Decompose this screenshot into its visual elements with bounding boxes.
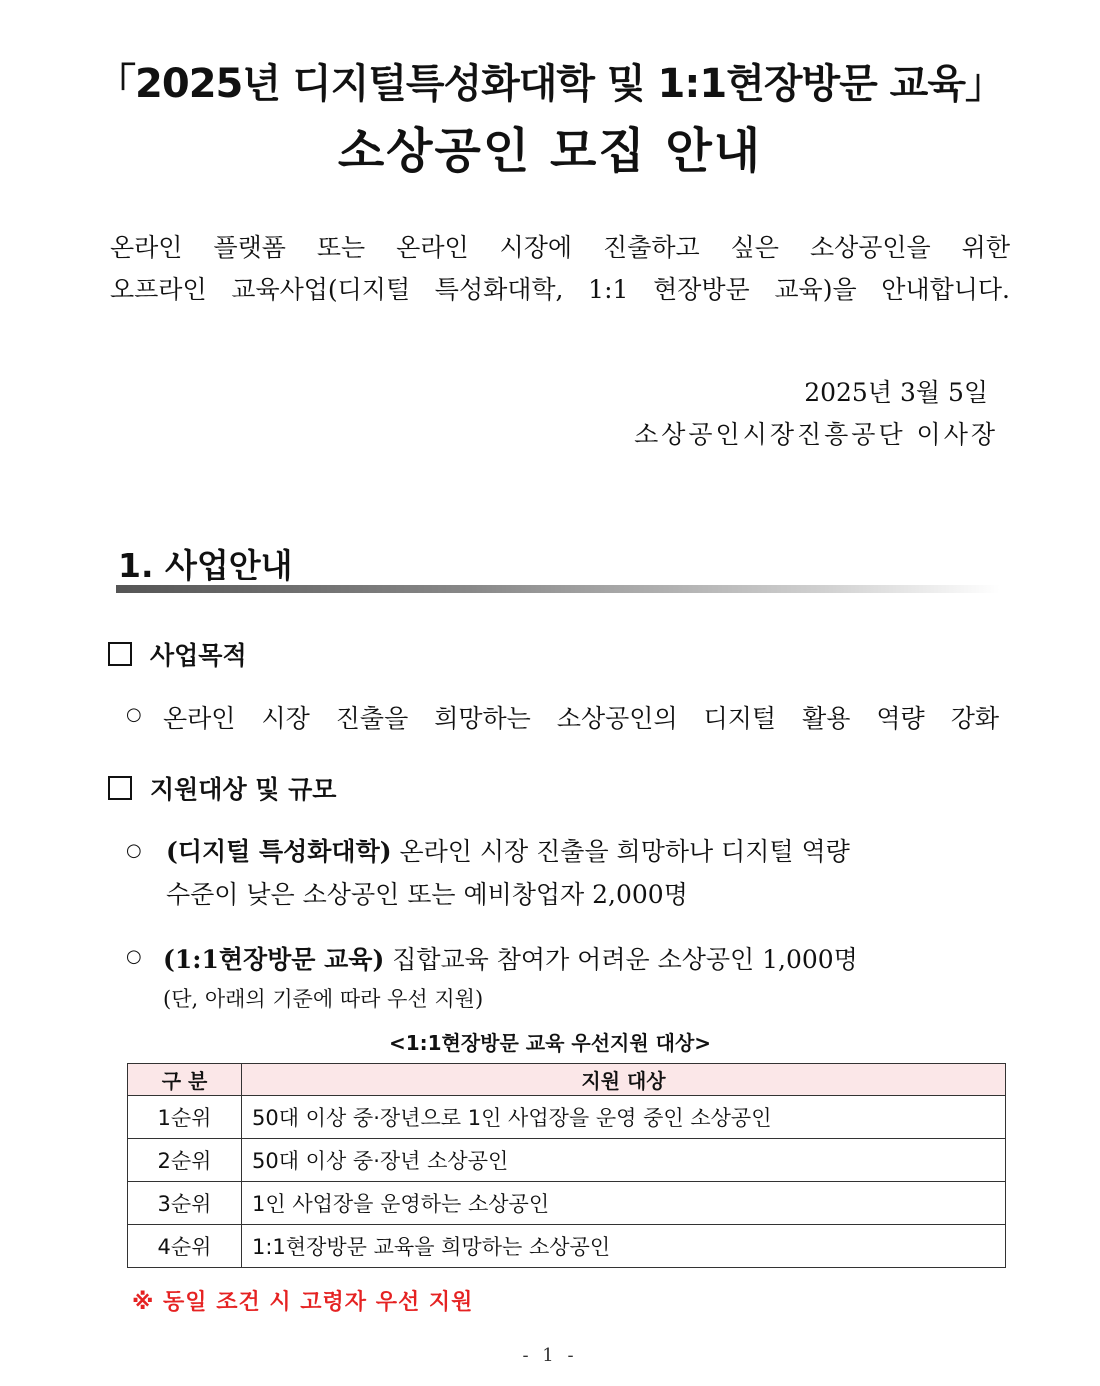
priority-warning-note: ※ 동일 조건 시 고령자 우선 지원 — [132, 1290, 474, 1315]
target-bullet-digital-text: 온라인 시장 진출을 희망하나 디지털 역량 — [391, 837, 850, 866]
target-bullet-visit-label: (1:1현장방문 교육) — [163, 945, 385, 974]
target-bullet-digital-label: (디지털 특성화대학) — [166, 837, 392, 866]
table-caption: <1:1현장방문 교육 우선지원 대상> — [388, 1031, 712, 1055]
bullet-circle-icon: ○ — [126, 946, 142, 967]
checkbox-square-icon — [108, 642, 132, 666]
priority-table — [127, 1063, 1006, 1268]
table-cell-target: 1:1현장방문 교육을 희망하는 소상공인 — [242, 1225, 1006, 1268]
target-bullet-digital — [166, 832, 1008, 868]
table-header-target: 지원 대상 — [242, 1064, 1006, 1096]
table-header-row — [128, 1064, 1006, 1096]
target-bullet-visit — [163, 940, 858, 976]
table-cell-target: 50대 이상 중·장년 소상공인 — [242, 1139, 1006, 1182]
target-bullet-visit-note: (단, 아래의 기준에 따라 우선 지원) — [163, 987, 484, 1011]
purpose-bullet: 온라인 시장 진출을 희망하는 소상공인의 디지털 활용 역량 강화 — [163, 704, 999, 733]
intro-line2: 오프라인 교육사업(디지털 특성화대학, 1:1 현장방문 교육)을 안내합니다. — [110, 275, 1010, 304]
page-number: - 1 - — [522, 1345, 578, 1366]
issue-date: 2025년 3월 5일 — [804, 378, 988, 407]
subsection-purpose-title: 사업목적 — [150, 641, 247, 670]
checkbox-square-icon — [108, 776, 132, 800]
table-header-rank: 구 분 — [128, 1064, 242, 1096]
subsection-target-title: 지원대상 및 규모 — [150, 775, 337, 804]
section-divider — [116, 585, 1000, 593]
subsection-purpose — [108, 636, 247, 672]
table-cell-target: 1인 사업장을 운영하는 소상공인 — [242, 1182, 1006, 1225]
table-cell-target: 50대 이상 중·장년으로 1인 사업장을 운영 중인 소상공인 — [242, 1096, 1006, 1139]
bullet-circle-icon: ○ — [126, 840, 142, 861]
table-cell-rank: 2순위 — [128, 1139, 242, 1182]
table-row — [128, 1139, 1006, 1182]
target-bullet-visit-text: 집합교육 참여가 어려운 소상공인 1,000명 — [384, 945, 858, 974]
target-bullet-digital-line2: 수준이 낮은 소상공인 또는 예비창업자 2,000명 — [166, 880, 688, 909]
table-cell-rank: 4순위 — [128, 1225, 242, 1268]
section-heading: 1. 사업안내 — [118, 546, 293, 585]
document-title-line1: 「2025년 디지털특성화대학 및 1:1현장방문 교육」 — [96, 61, 1004, 107]
table-cell-rank: 1순위 — [128, 1096, 242, 1139]
subsection-target — [108, 770, 336, 806]
bullet-circle-icon: ○ — [126, 704, 142, 725]
document-title-line2: 소상공인 모집 안내 — [337, 123, 763, 179]
table-cell-rank: 3순위 — [128, 1182, 242, 1225]
table-row — [128, 1096, 1006, 1139]
intro-line1: 온라인 플랫폼 또는 온라인 시장에 진출하고 싶은 소상공인을 위한 — [110, 233, 1010, 262]
issuer-signature: 소상공인시장진흥공단 이사장 — [634, 420, 998, 449]
table-row — [128, 1182, 1006, 1225]
table-row — [128, 1225, 1006, 1268]
